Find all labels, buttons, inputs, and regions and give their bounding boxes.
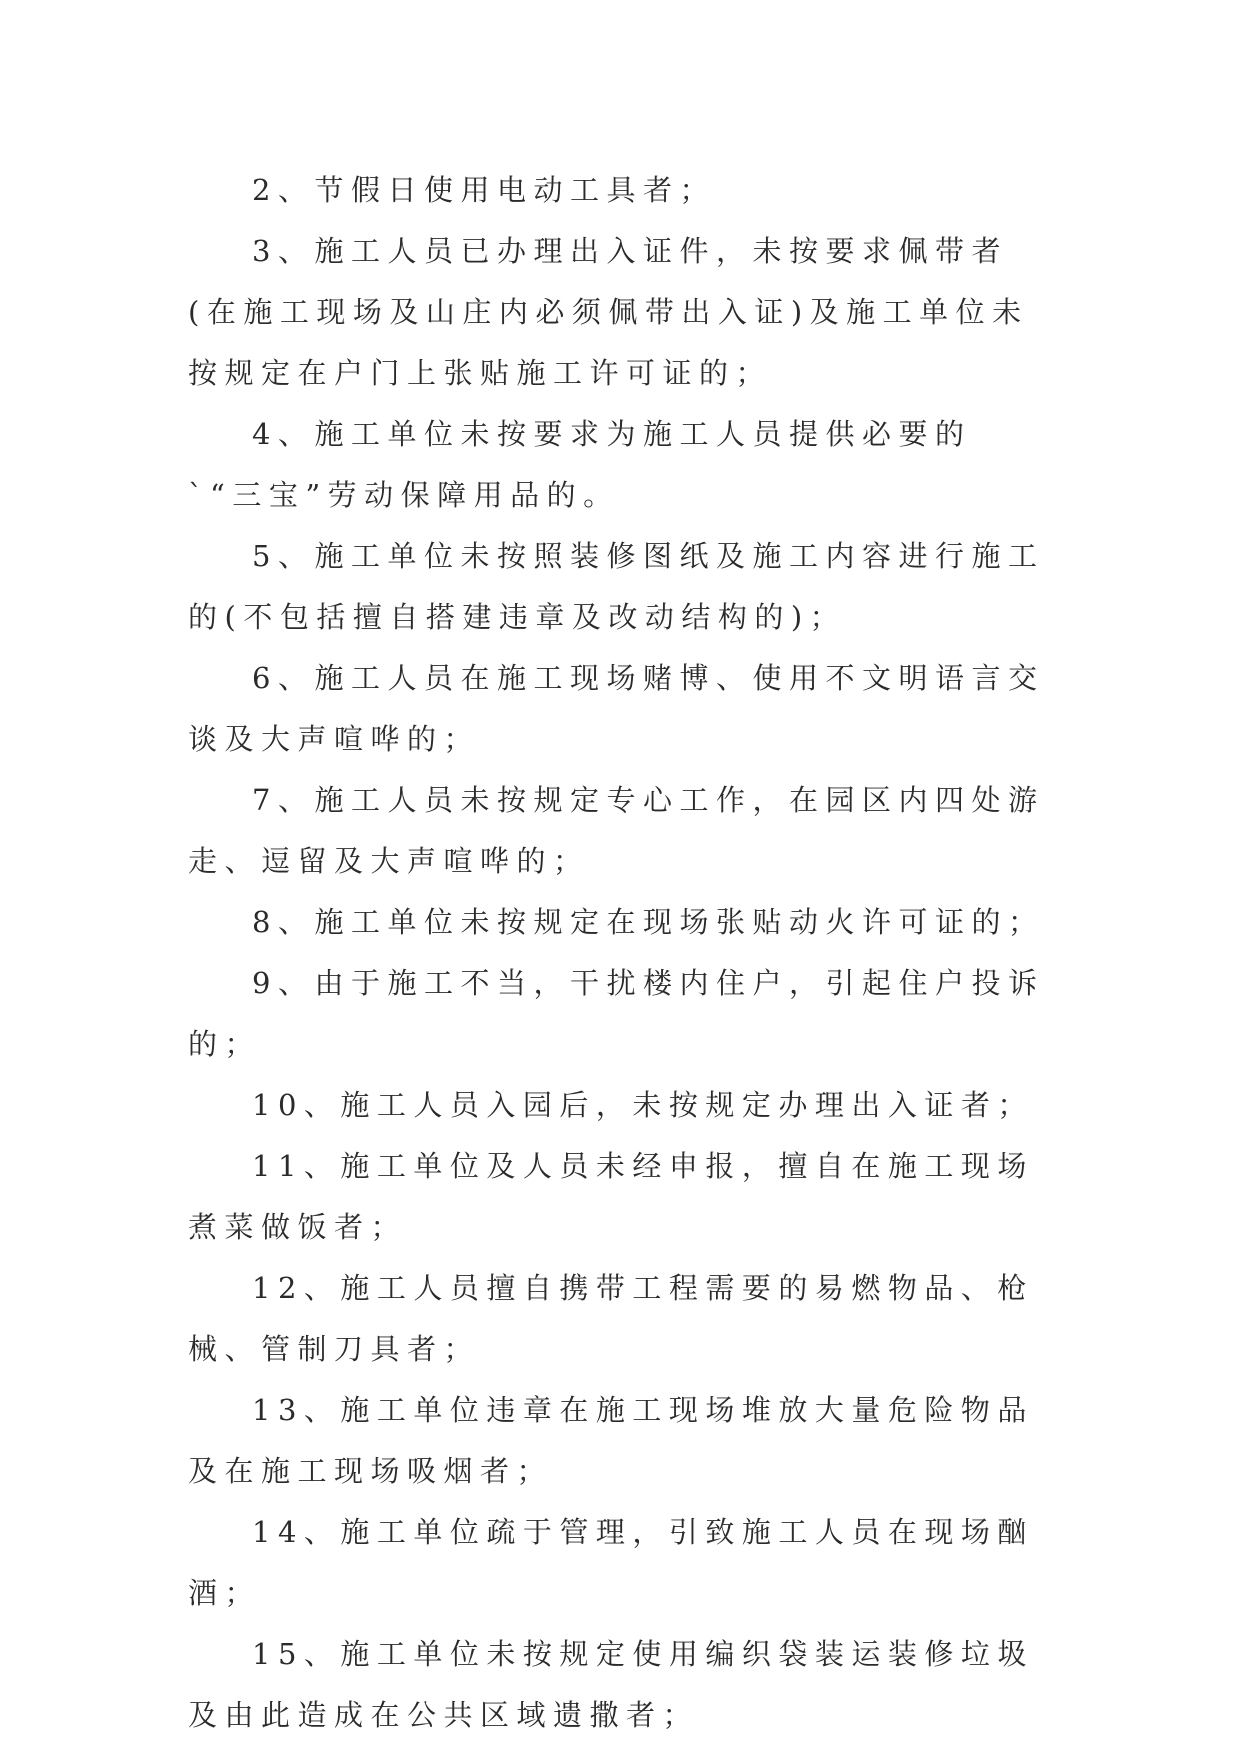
paragraph-item-6: 6、施工人员在施工现场赌博、使用不文明语言交谈及大声喧哗的； — [188, 661, 1045, 756]
document-body — [188, 160, 1048, 1746]
paragraph-item-8: 8、施工单位未按规定在现场张贴动火许可证的； — [252, 905, 1045, 939]
paragraph-item-4: 4、施工单位未按要求为施工人员提供必要的`“三宝”劳动保障用品的。 — [188, 417, 972, 512]
paragraph-item-12: 12、施工人员擅自携带工程需要的易燃物品、枪械、管制刀具者； — [188, 1271, 1034, 1366]
paragraph-item-2: 2、节假日使用电动工具者； — [252, 173, 716, 207]
paragraph-item-11: 11、施工单位及人员未经申报，擅自在施工现场煮菜做饭者； — [188, 1149, 1034, 1244]
paragraph-item-5: 5、施工单位未按照装修图纸及施工内容进行施工的(不包括擅自搭建违章及改动结构的)； — [188, 539, 1045, 634]
paragraph-item-7: 7、施工人员未按规定专心工作，在园区内四处游走、逗留及大声喧哗的； — [188, 783, 1045, 878]
paragraph-item-3: 3、施工人员已办理出入证件，未按要求佩带者(在施工现场及山庄内必须佩带出入证)及施工单位未按规定在户门上张贴施工许可证的； — [188, 234, 1029, 390]
paragraph-item-14: 14、施工单位疏于管理，引致施工人员在现场酗酒； — [188, 1515, 1034, 1610]
paragraph-item-13: 13、施工单位违章在施工现场堆放大量危险物品及在施工现场吸烟者； — [188, 1393, 1034, 1488]
paragraph-item-15: 15、施工单位未按规定使用编织袋装运装修垃圾及由此造成在公共区域遗撒者； — [188, 1637, 1034, 1732]
paragraph-item-10: 10、施工人员入园后，未按规定办理出入证者； — [252, 1088, 1034, 1122]
paragraph-item-9: 9、由于施工不当，干扰楼内住户，引起住户投诉的； — [188, 966, 1045, 1061]
